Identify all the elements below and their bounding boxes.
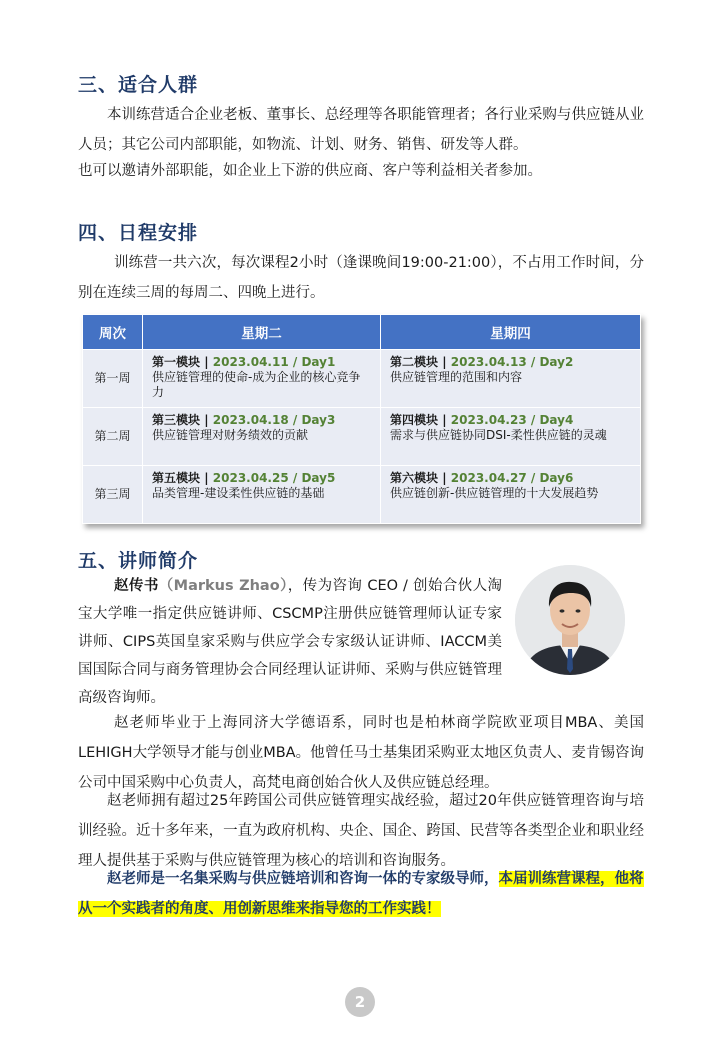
module-date: 2023.04.18 (212, 413, 289, 427)
module-date: 2023.04.25 (212, 471, 289, 485)
module-heading: 第一模块 | 2023.04.11 / Day1 (152, 355, 336, 369)
module-date: 2023.04.27 (450, 471, 527, 485)
module-heading: 第四模块 | 2023.04.23 / Day4 (390, 413, 574, 427)
module-description: 需求与供应链协同DSI-柔性供应链的灵魂 (390, 428, 607, 442)
module-day: Day4 (539, 413, 574, 427)
instructor-experience: 赵老师拥有超过25年跨国公司供应链管理实战经验，超过20年供应链管理咨询与培训经验。近十多年来，一直为政府机构、央企、国企、跨国、民营等各类型企业和职业经理人提供基于采购与供应链管理为核心的培训和咨询服务。 (78, 793, 644, 869)
module-heading: 第二模块 | 2023.04.13 / Day2 (390, 355, 574, 369)
section-title-audience: 三、适合人群 (78, 74, 199, 96)
module-name: 第二模块 (390, 355, 439, 369)
module-description: 供应链管理对财务绩效的贡献 (152, 428, 309, 442)
summary-text: 赵老师是一名集采购与供应链培训和咨询一体的专家级导师， (107, 871, 499, 887)
schedule-header-row (83, 315, 641, 350)
module-cell (143, 466, 381, 524)
table-row (83, 350, 641, 408)
instructor-english-name: （Markus Zhao） (158, 578, 288, 594)
module-heading: 第五模块 | 2023.04.25 / Day5 (152, 471, 336, 485)
table-row (83, 408, 641, 466)
header-week: 周次 (83, 315, 143, 350)
instructor-education: 赵老师毕业于上海同济大学德语系，同时也是柏林商学院欧亚项目MBA、美国LEHIGH大学领导才能与创业MBA。他曾任马士基集团采购亚太地区负责人、麦肯锡咨询公司中国采购中心负责人，高梵电商创始合伙人及供应链总经理。 (78, 715, 644, 791)
module-date: 2023.04.11 (212, 355, 289, 369)
module-cell (143, 350, 381, 408)
module-day: Day5 (301, 471, 336, 485)
module-date: 2023.04.13 (450, 355, 527, 369)
module-heading: 第六模块 | 2023.04.27 / Day6 (390, 471, 574, 485)
module-name: 第四模块 (390, 413, 439, 427)
module-description: 供应链管理的范围和内容 (390, 370, 523, 384)
module-day: Day1 (301, 355, 336, 369)
module-heading: 第三模块 | 2023.04.18 / Day3 (152, 413, 336, 427)
instructor-photo (515, 565, 625, 675)
summary-highlight: 本届训练营课程，他将从一个实践者的角度、用创新思维来指导您的工作实践！ (78, 871, 644, 917)
module-day: Day2 (539, 355, 574, 369)
section-title-instructor: 五、讲师简介 (78, 550, 199, 572)
module-cell (143, 408, 381, 466)
week-label: 第一周 (83, 350, 143, 408)
audience-paragraph-2: 也可以邀请外部职能，如企业上下游的供应商、客户等利益相关者参加。 (78, 163, 542, 179)
module-day: Day6 (539, 471, 574, 485)
instructor-summary (78, 864, 648, 924)
portrait-icon (515, 565, 625, 675)
header-thursday: 星期四 (381, 315, 641, 350)
header-tuesday: 星期二 (143, 315, 381, 350)
audience-paragraph: 本训练营适合企业老板、董事长、总经理等各职能管理者；各行业采购与供应链从业人员；其它公司内部职能，如物流、计划、财务、销售、研发等人群。 (78, 107, 644, 153)
module-name: 第六模块 (390, 471, 439, 485)
module-description: 品类管理-建设柔性供应链的基础 (152, 486, 325, 500)
schedule-paragraph: 训练营一共六次，每次课程2小时（逢课晚间19:00-21:00），不占用工作时间，分别在连续三周的每周二、四晚上进行。 (78, 255, 644, 301)
module-name: 第五模块 (152, 471, 201, 485)
week-label: 第二周 (83, 408, 143, 466)
module-cell (381, 350, 641, 408)
instructor-name: 赵传书 (114, 578, 159, 594)
module-cell (381, 408, 641, 466)
module-date: 2023.04.23 (450, 413, 527, 427)
section-title-schedule: 四、日程安排 (78, 222, 199, 244)
module-name: 第一模块 (152, 355, 201, 369)
table-row (83, 466, 641, 524)
instructor-intro-text: ，传为咨询 CEO / 创始合伙人淘宝大学唯一指定供应链讲师、CSCMP注册供应链管理师认证专家讲师、CIPS英国皇家采购与供应学会专家级认证讲师、IACCM美国国际合同与商务管理协会合同经理认证讲师、采购与供应链管理高级咨询师。 (78, 578, 503, 706)
module-day: Day3 (301, 413, 336, 427)
instructor-intro (78, 572, 502, 712)
week-label: 第三周 (83, 466, 143, 524)
module-description: 供应链创新-供应链管理的十大发展趋势 (390, 486, 599, 500)
module-description: 供应链管理的使命-成为企业的核心竞争力 (152, 370, 361, 399)
module-cell (381, 466, 641, 524)
module-name: 第三模块 (152, 413, 201, 427)
schedule-table (82, 314, 641, 524)
page-number: 2 (345, 987, 375, 1017)
